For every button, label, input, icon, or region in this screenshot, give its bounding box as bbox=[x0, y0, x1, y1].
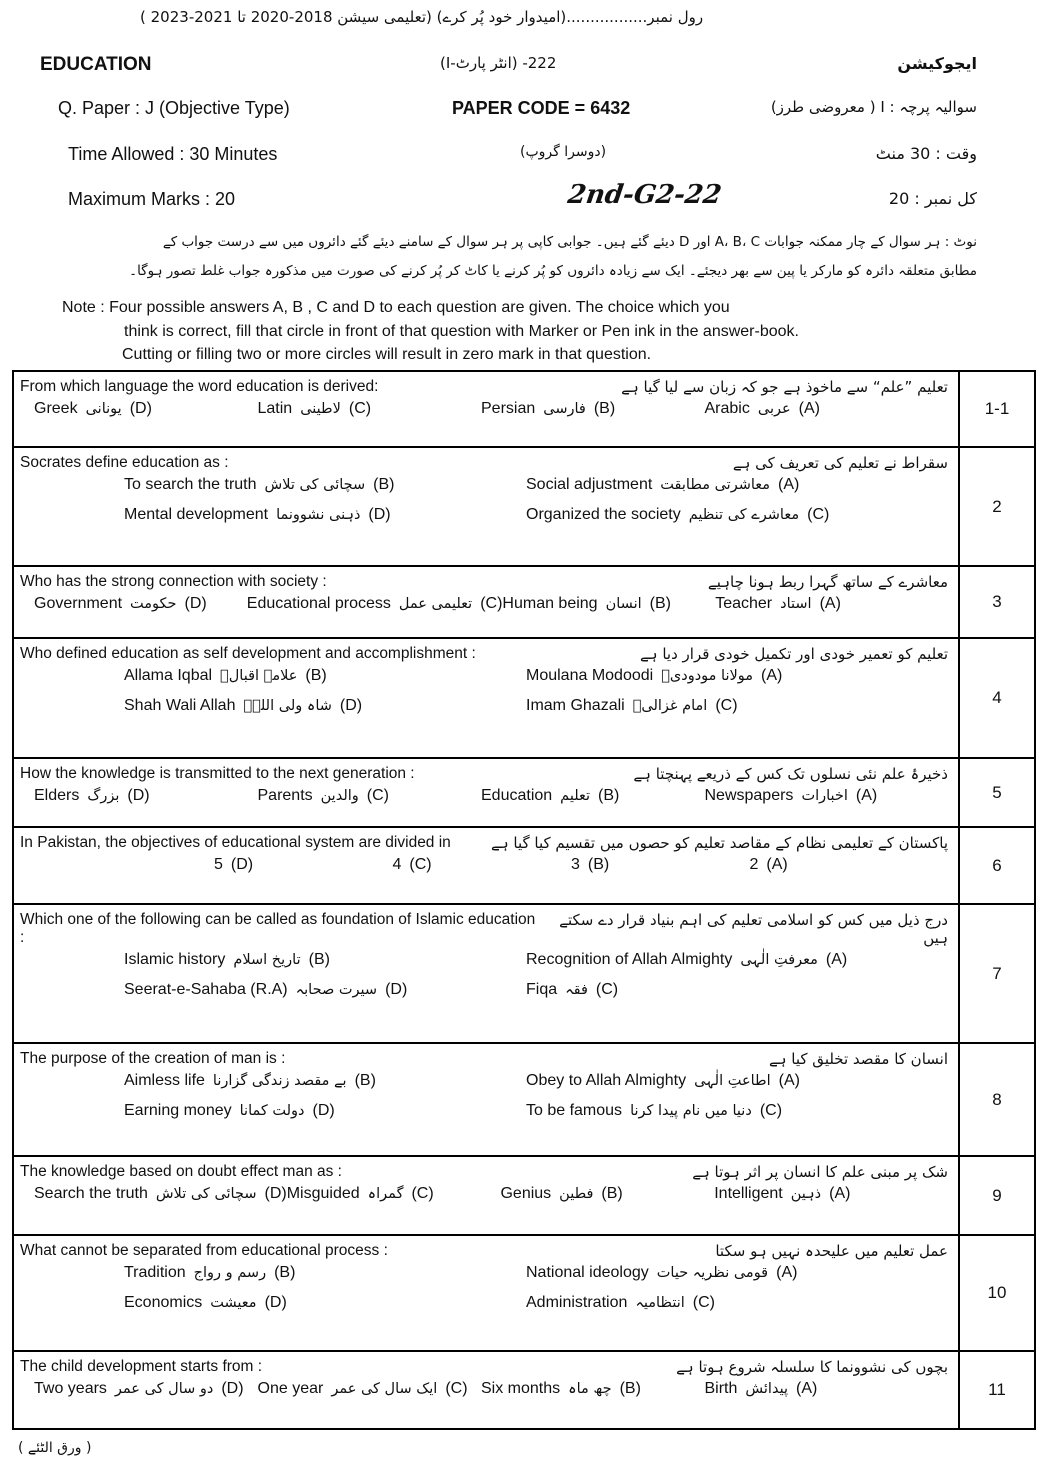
answer-option bbox=[124, 1294, 526, 1312]
option-english: To search the truth bbox=[124, 476, 257, 493]
option-english: Organized the society bbox=[526, 506, 681, 523]
option-letter: (D) bbox=[127, 787, 150, 804]
option-letter: (C) bbox=[366, 787, 389, 804]
option-urdu: استاد bbox=[780, 596, 812, 612]
option-english: 5 bbox=[214, 856, 223, 873]
option-english: 4 bbox=[392, 856, 402, 873]
question-row bbox=[13, 638, 1035, 758]
question-number: 10 bbox=[959, 1235, 1035, 1351]
question-cell bbox=[13, 1351, 959, 1429]
option-letter: (A) bbox=[776, 1264, 798, 1281]
option-english: Persian bbox=[481, 400, 536, 417]
question-paper-type: Q. Paper : J (Objective Type) bbox=[58, 98, 290, 118]
answer-option bbox=[34, 1380, 258, 1398]
answer-option bbox=[34, 787, 258, 805]
question-urdu: انسان کا مقصد تخلیق کیا ہے bbox=[768, 1050, 948, 1068]
answer-option bbox=[124, 1102, 526, 1120]
option-english: One year bbox=[257, 1380, 324, 1397]
options bbox=[14, 396, 958, 422]
question-cell bbox=[13, 904, 959, 1043]
subject-english: EDUCATION bbox=[40, 54, 152, 75]
option-urdu: معرفتِ الٰہی bbox=[740, 952, 818, 968]
answer-option bbox=[124, 981, 526, 999]
question-english: How the knowledge is transmitted to the next generation : bbox=[20, 765, 415, 782]
option-letter: (C) bbox=[807, 506, 830, 523]
option-letter: (A) bbox=[825, 951, 848, 968]
option-english: Newspapers bbox=[704, 787, 794, 804]
question-english: From which language the word education is derived: bbox=[20, 378, 379, 395]
option-english: Obey to Allah Almighty bbox=[526, 1072, 687, 1089]
option-letter: (D) bbox=[339, 697, 363, 714]
option-english: Economics bbox=[124, 1294, 203, 1311]
answer-option bbox=[393, 856, 572, 874]
option-letter: (D) bbox=[312, 1102, 335, 1119]
options bbox=[14, 852, 958, 878]
option-letter: (D) bbox=[230, 856, 254, 873]
option-english: Teacher bbox=[715, 595, 773, 612]
question-number: 11 bbox=[959, 1351, 1035, 1429]
option-urdu: سچائی کی تلاش bbox=[264, 477, 366, 493]
option-english: Islamic history bbox=[124, 951, 226, 968]
answer-option bbox=[258, 1380, 482, 1398]
answer-option bbox=[124, 1264, 526, 1282]
options bbox=[14, 591, 958, 617]
question-cell bbox=[13, 566, 959, 638]
option-letter: (B) bbox=[305, 667, 327, 684]
option-english: Administration bbox=[526, 1294, 628, 1311]
answer-option bbox=[526, 951, 928, 969]
subject-urdu: ایجوکیشن bbox=[897, 54, 977, 73]
answer-option bbox=[481, 787, 705, 805]
question-cell bbox=[13, 827, 959, 904]
question-urdu: تعلیم کو تعمیر خودی اور تکمیل خودی قرار دیا ہے bbox=[640, 645, 948, 663]
answer-option bbox=[750, 856, 929, 874]
answer-option bbox=[705, 400, 929, 418]
option-letter: (A) bbox=[829, 1185, 851, 1202]
question-text bbox=[14, 567, 958, 591]
question-urdu: درج ذیل میں کس کو اسلامی تعلیم کی اہم بنیاد قرار دے سکتے ہیں bbox=[559, 911, 948, 947]
option-english: Latin bbox=[257, 400, 293, 417]
note-english-line: think is correct, fill that circle in front of that question with Marker or Pen ink in the answer-book. bbox=[124, 322, 799, 340]
question-urdu: بچوں کی نشوونما کا سلسلہ شروع ہوتا ہے bbox=[676, 1358, 948, 1376]
option-urdu: فطین bbox=[559, 1186, 594, 1202]
question-urdu: معاشرے کے ساتھ گہرا ربط ہونا چاہیے bbox=[707, 573, 948, 591]
question-urdu: ذخیرۂ علم نئی نسلوں تک کس کے ذریعے پہنچتا ہے bbox=[633, 765, 948, 783]
option-urdu: رسم و رواج bbox=[193, 1265, 267, 1281]
question-number: 6 bbox=[959, 827, 1035, 904]
answer-option bbox=[124, 476, 526, 494]
question-cell bbox=[13, 758, 959, 827]
question-text bbox=[14, 639, 958, 663]
option-letter: (D) bbox=[184, 595, 207, 612]
option-urdu: معیشت bbox=[210, 1295, 257, 1311]
question-urdu: عمل تعلیم میں علیحدہ نہیں ہو سکتا bbox=[715, 1242, 948, 1260]
option-urdu: تاریخ اسلام bbox=[233, 952, 301, 968]
option-urdu: علامہ اقبالؒ bbox=[220, 668, 298, 684]
question-english: The knowledge based on doubt effect man as : bbox=[20, 1163, 342, 1180]
option-english: Tradition bbox=[124, 1264, 186, 1281]
option-letter: (D) bbox=[264, 1294, 287, 1311]
option-english: Two years bbox=[34, 1380, 107, 1397]
option-urdu: قومی نظریہ حیات bbox=[656, 1265, 769, 1281]
question-row bbox=[13, 1235, 1035, 1351]
option-letter: (C) bbox=[409, 856, 432, 873]
option-letter: (C) bbox=[445, 1380, 468, 1397]
question-row bbox=[13, 566, 1035, 638]
answer-option bbox=[526, 667, 928, 685]
option-english: Earning money bbox=[124, 1102, 232, 1119]
option-letter: (B) bbox=[649, 595, 671, 612]
question-row bbox=[13, 1043, 1035, 1156]
option-letter: (B) bbox=[308, 951, 330, 968]
option-urdu: بزرگ bbox=[87, 788, 120, 804]
question-number: 9 bbox=[959, 1156, 1035, 1235]
question-english: In Pakistan, the objectives of educational system are divided in bbox=[20, 834, 451, 851]
answer-option bbox=[258, 400, 482, 418]
option-urdu: انسان bbox=[605, 596, 642, 612]
option-urdu: دو سال کی عمر bbox=[114, 1381, 214, 1397]
option-letter: (A) bbox=[766, 856, 788, 873]
handwritten-annotation: 2nd-G2-22 bbox=[565, 180, 724, 210]
question-cell bbox=[13, 1235, 959, 1351]
group-label: (دوسرا گروپ) bbox=[520, 144, 607, 160]
answer-option bbox=[526, 506, 928, 524]
option-english: Six months bbox=[481, 1380, 561, 1397]
question-urdu: شک پر مبنی علم کا انسان پر اثر ہوتا ہے bbox=[692, 1163, 948, 1181]
answer-option bbox=[247, 595, 503, 613]
options bbox=[14, 1260, 958, 1316]
roll-number-line: رول نمبر.................(امیدوار خود پُر کرے) (تعلیمی سیشن 2018-2020 تا 2021-2023 ) bbox=[140, 8, 704, 26]
question-text bbox=[14, 905, 958, 947]
question-row bbox=[13, 447, 1035, 566]
option-letter: (A) bbox=[798, 400, 820, 417]
option-english: 2 bbox=[749, 856, 759, 873]
option-english: Misguided bbox=[286, 1185, 360, 1202]
option-letter: (C) bbox=[348, 400, 372, 417]
option-letter: (C) bbox=[595, 981, 619, 998]
option-english: 3 bbox=[571, 856, 580, 873]
option-urdu: معاشرتی مطابقت bbox=[660, 477, 771, 493]
option-english: Government bbox=[34, 595, 123, 612]
question-english: Socrates define education as : bbox=[20, 454, 229, 471]
option-letter: (C) bbox=[480, 595, 503, 612]
question-urdu: پاکستان کے تعلیمی نظام کے مقاصد تعلیم کو حصوں میں تقسیم کیا گیا ہے bbox=[491, 834, 948, 852]
option-urdu: ذہین bbox=[790, 1186, 822, 1202]
option-letter: (A) bbox=[819, 595, 841, 612]
option-english: Search the truth bbox=[34, 1185, 148, 1202]
option-urdu: گمراہ bbox=[367, 1186, 404, 1202]
note-english-line: Cutting or filling two or more circles will result in zero mark in that question. bbox=[122, 346, 652, 363]
option-english: Intelligent bbox=[714, 1185, 783, 1202]
answer-option bbox=[526, 1072, 928, 1090]
answer-option bbox=[526, 1294, 928, 1312]
question-english: Who has the strong connection with society : bbox=[20, 573, 327, 590]
options bbox=[14, 472, 958, 528]
option-urdu: ذہنی نشوونما bbox=[276, 507, 361, 523]
answer-option bbox=[34, 1185, 287, 1203]
option-english: Education bbox=[481, 787, 553, 804]
answer-option bbox=[124, 1072, 526, 1090]
option-english: Arabic bbox=[704, 400, 750, 417]
answer-option bbox=[705, 787, 929, 805]
option-letter: (B) bbox=[373, 476, 395, 493]
question-text bbox=[14, 759, 958, 783]
question-cell bbox=[13, 447, 959, 566]
option-english: Human being bbox=[502, 595, 598, 612]
option-letter: (A) bbox=[855, 787, 878, 804]
option-urdu: سیرت صحابہ bbox=[295, 982, 378, 998]
option-urdu: اخبارات bbox=[801, 788, 848, 804]
answer-option bbox=[481, 1380, 705, 1398]
answer-option bbox=[526, 476, 928, 494]
question-number: 3 bbox=[959, 566, 1035, 638]
time-urdu: وقت : 30 منٹ bbox=[875, 144, 977, 163]
note-urdu-line-2: مطابق متعلقہ دائرہ کو مارکر یا پین سے بھر دیجئے۔ ایک سے زیادہ دائروں کو پُر کرنے یا کاٹ کر پُر کرنے کی صورت میں مذکورہ جواب غلط تصور ہوگا۔ bbox=[129, 263, 977, 279]
option-english: Recognition of Allah Almighty bbox=[526, 951, 733, 968]
option-urdu: تعلیمی عمل bbox=[398, 596, 473, 612]
option-english: Educational process bbox=[246, 595, 391, 612]
question-number: 2 bbox=[959, 447, 1035, 566]
question-row bbox=[13, 904, 1035, 1043]
answer-option bbox=[214, 856, 393, 874]
option-letter: (B) bbox=[587, 856, 610, 873]
question-paper-type-urdu: سوالیہ پرچہ : I ( معروضی طرز) bbox=[770, 98, 977, 116]
answer-option bbox=[714, 1185, 928, 1203]
option-letter: (D) bbox=[368, 506, 391, 523]
option-english: Imam Ghazali bbox=[526, 697, 625, 714]
option-letter: (D) bbox=[129, 400, 152, 417]
option-urdu: شاہ ولی اللہؒ bbox=[243, 698, 332, 714]
option-letter: (C) bbox=[759, 1102, 783, 1119]
question-urdu: سقراط نے تعلیم کی تعریف کی ہے bbox=[732, 454, 948, 472]
option-urdu: پیدائش bbox=[745, 1381, 788, 1397]
option-urdu: چھ ماہ bbox=[568, 1381, 612, 1397]
question-row bbox=[13, 1351, 1035, 1429]
question-english: The purpose of the creation of man is : bbox=[20, 1050, 286, 1067]
question-text bbox=[14, 1352, 958, 1376]
option-english: Genius bbox=[500, 1185, 552, 1202]
option-letter: (A) bbox=[795, 1380, 818, 1397]
option-english: Fiqa bbox=[526, 981, 558, 998]
option-english: Allama Iqbal bbox=[124, 667, 213, 684]
option-english: Seerat-e-Sahaba (R.A) bbox=[124, 981, 288, 998]
options bbox=[14, 947, 958, 1003]
question-cell bbox=[13, 1156, 959, 1235]
question-text bbox=[14, 1236, 958, 1260]
answer-option bbox=[526, 1102, 928, 1120]
options bbox=[14, 1376, 958, 1402]
question-text bbox=[14, 448, 958, 472]
question-urdu: تعلیم ”علم“ سے ماخوذ ہے جو کہ زبان سے لیا گیا ہے bbox=[621, 378, 948, 396]
option-letter: (D) bbox=[385, 981, 408, 998]
answer-option bbox=[715, 595, 928, 613]
marks-urdu: کل نمبر : 20 bbox=[888, 189, 977, 208]
answer-option bbox=[526, 981, 928, 999]
answer-option bbox=[124, 951, 526, 969]
options bbox=[14, 1068, 958, 1124]
option-urdu: دولت کمانا bbox=[239, 1103, 305, 1119]
option-urdu: لاطینی bbox=[300, 401, 341, 417]
option-urdu: فارسی bbox=[543, 401, 586, 417]
option-letter: (A) bbox=[778, 1072, 800, 1089]
option-letter: (A) bbox=[761, 667, 783, 684]
option-urdu: سچائی کی تلاش bbox=[155, 1186, 257, 1202]
option-letter: (D) bbox=[221, 1380, 244, 1397]
question-english: What cannot be separated from educational process : bbox=[20, 1242, 388, 1259]
option-urdu: دنیا میں نام پیدا کرنا bbox=[630, 1103, 752, 1119]
question-cell bbox=[13, 1043, 959, 1156]
answer-option bbox=[124, 506, 526, 524]
option-urdu: ایک سال کی عمر bbox=[331, 1381, 438, 1397]
answer-option bbox=[571, 856, 750, 874]
option-english: Shah Wali Allah bbox=[124, 697, 236, 714]
question-english: Which one of the following can be called as foundation of Islamic education : bbox=[20, 911, 536, 946]
option-letter: (B) bbox=[593, 400, 616, 417]
option-letter: (C) bbox=[715, 697, 738, 714]
question-english: Who defined education as self development and accomplishment : bbox=[20, 645, 476, 662]
answer-option bbox=[34, 595, 247, 613]
option-urdu: مولانا مودودیؒ bbox=[661, 668, 754, 684]
question-number: 8 bbox=[959, 1043, 1035, 1156]
question-row bbox=[13, 371, 1035, 447]
question-text bbox=[14, 372, 958, 396]
answer-option bbox=[526, 1264, 928, 1282]
option-letter: (C) bbox=[411, 1185, 434, 1202]
answer-option bbox=[705, 1380, 929, 1398]
question-cell bbox=[13, 638, 959, 758]
answer-option bbox=[258, 787, 482, 805]
question-english: The child development starts from : bbox=[20, 1358, 263, 1375]
option-urdu: عربی bbox=[757, 401, 791, 417]
maximum-marks: Maximum Marks : 20 bbox=[68, 189, 236, 209]
answer-option bbox=[502, 595, 715, 613]
questions-table bbox=[12, 370, 1036, 1430]
note-urdu-line-1: نوٹ : ہر سوال کے چار ممکنہ جوابات A، B، C اور D دیئے گئے ہیں۔ جوابی کاپی پر ہر سوال کے سامنے دیئے گئے دائروں میں سے درست جواب کے bbox=[162, 234, 977, 250]
question-text bbox=[14, 1157, 958, 1181]
option-letter: (A) bbox=[778, 476, 800, 493]
paper-code: PAPER CODE = 6432 bbox=[452, 98, 631, 118]
question-number: 1-1 bbox=[959, 371, 1035, 447]
option-letter: (B) bbox=[619, 1380, 641, 1397]
answer-option bbox=[526, 697, 928, 715]
turn-over-note: ( ورق الٹئے ) bbox=[18, 1440, 92, 1456]
option-letter: (D) bbox=[264, 1185, 287, 1202]
option-english: Moulana Modoodi bbox=[526, 667, 654, 684]
option-english: Mental development bbox=[124, 506, 269, 523]
question-number: 7 bbox=[959, 904, 1035, 1043]
answer-option bbox=[34, 400, 258, 418]
option-urdu: بے مقصد زندگی گزارنا bbox=[212, 1073, 347, 1089]
answer-option bbox=[124, 667, 526, 685]
question-row bbox=[13, 827, 1035, 904]
option-urdu: یونانی bbox=[85, 401, 122, 417]
question-text bbox=[14, 1044, 958, 1068]
options bbox=[14, 783, 958, 809]
option-english: Birth bbox=[704, 1380, 738, 1397]
answer-option bbox=[124, 697, 526, 715]
question-number: 5 bbox=[959, 758, 1035, 827]
question-row bbox=[13, 1156, 1035, 1235]
options bbox=[14, 663, 958, 719]
answer-option bbox=[481, 400, 705, 418]
question-number: 4 bbox=[959, 638, 1035, 758]
option-letter: (C) bbox=[692, 1294, 715, 1311]
option-english: Elders bbox=[34, 787, 80, 804]
option-letter: (B) bbox=[354, 1072, 376, 1089]
question-text bbox=[14, 828, 958, 852]
option-urdu: اطاعتِ الٰہی bbox=[694, 1073, 771, 1089]
option-english: Greek bbox=[34, 400, 78, 417]
option-english: To be famous bbox=[526, 1102, 623, 1119]
paper-number: 222- (انٹر پارٹ-I) bbox=[440, 54, 557, 72]
option-urdu: والدین bbox=[320, 788, 359, 804]
option-urdu: معاشرے کی تنظیم bbox=[688, 507, 800, 523]
option-english: Social adjustment bbox=[526, 476, 653, 493]
option-letter: (B) bbox=[598, 787, 620, 804]
option-letter: (B) bbox=[274, 1264, 296, 1281]
time-allowed: Time Allowed : 30 Minutes bbox=[68, 144, 278, 164]
question-cell bbox=[13, 371, 959, 447]
option-urdu: تعلیم bbox=[560, 788, 591, 804]
answer-option bbox=[500, 1185, 714, 1203]
question-row bbox=[13, 758, 1035, 827]
note-english-line: Note : Four possible answers A, B , C and D to each question are given. The choice which you bbox=[62, 299, 730, 316]
option-english: National ideology bbox=[526, 1264, 649, 1281]
options bbox=[14, 1181, 958, 1207]
option-letter: (B) bbox=[601, 1185, 623, 1202]
note-english bbox=[62, 296, 799, 367]
option-english: Aimless life bbox=[124, 1072, 205, 1089]
option-urdu: امام غزالیؒ bbox=[632, 698, 708, 714]
option-urdu: انتظامیہ bbox=[635, 1295, 685, 1311]
option-urdu: حکومت bbox=[130, 596, 177, 612]
option-urdu: فقہ bbox=[565, 982, 588, 998]
answer-option bbox=[287, 1185, 501, 1203]
option-english: Parents bbox=[257, 787, 313, 804]
